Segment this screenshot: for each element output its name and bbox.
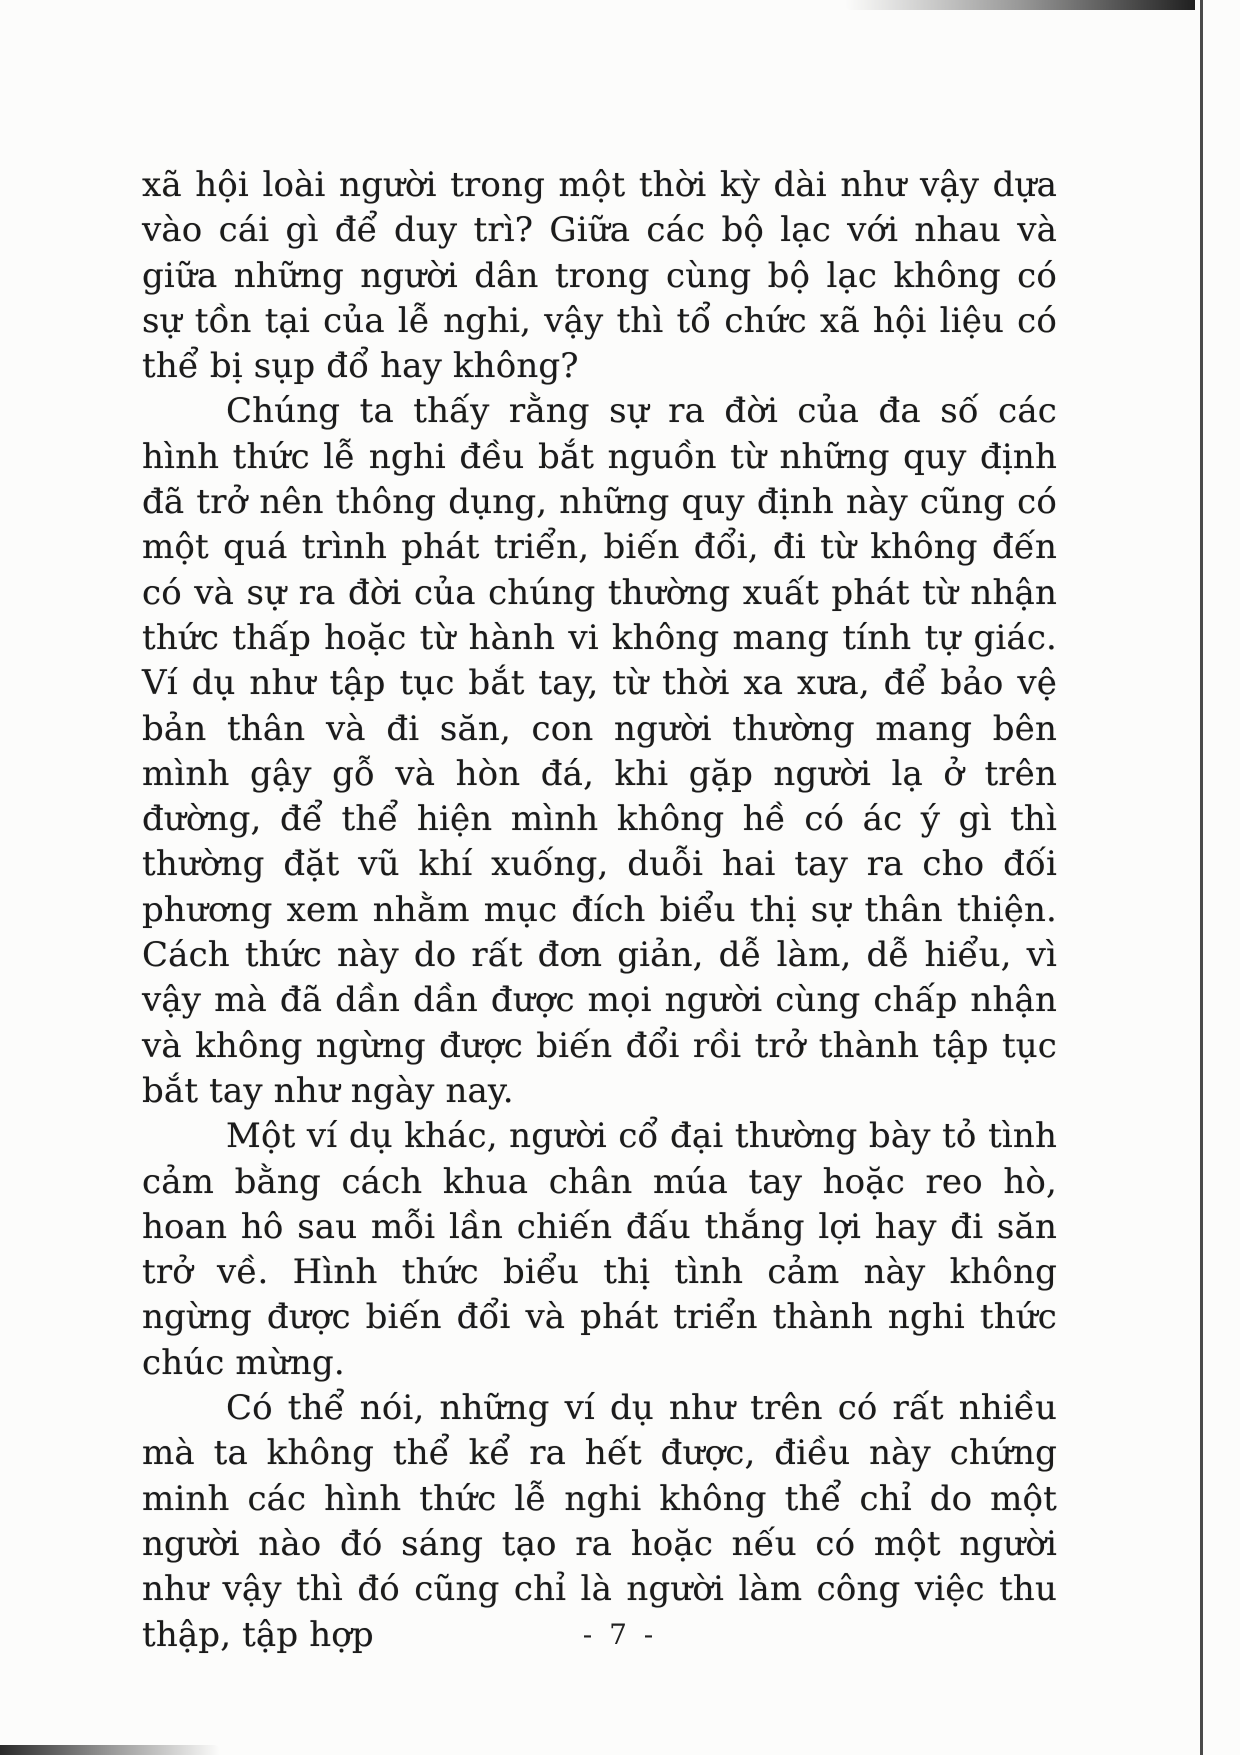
paragraph-conclusion: Có thể nói, những ví dụ như trên có rất nhiều mà ta không thể kể ra hết được, điều này chứng minh các hình thức lễ nghi không thể chỉ do một người nào đó sáng tạo ra hoặc nếu có một người như vậy thì đó cũng chỉ là người làm công việc thu thập, tập hợp bbox=[142, 1388, 1057, 1655]
paragraph-origins: Chúng ta thấy rằng sự ra đời của đa số các hình thức lễ nghi đều bắt nguồn từ những quy định đã trở nên thông dụng, những quy định này cũng có một quá trình phát triển, biến đổi, đi từ không đến có và sự ra đời của chúng thường xuất phát từ nhận thức thấp hoặc từ hành vi không mang tính tự giác. Ví dụ như tập tục bắt tay, từ thời xa xưa, để bảo vệ bản thân và đi săn, con người thường mang bên mình gậy gỗ và hòn đá, khi gặp người lạ ở trên đường, để thể hiện mình không hề có ác ý gì thì thường đặt vũ khí xuống, duỗi hai tay ra cho đối phương xem nhằm mục đích biểu thị sự thân thiện. Cách thức này do rất đơn giản, dễ làm, dễ hiểu, vì vậy mà đã dần dần được mọi người cùng chấp nhận và không ngừng được biến đổi rồi trở thành tập tục bắt tay như ngày nay. bbox=[142, 391, 1057, 1111]
scan-edge-top bbox=[845, 0, 1195, 10]
paragraph-example-celebration: Một ví dụ khác, người cổ đại thường bày tỏ tình cảm bằng cách khua chân múa tay hoặc reo hò, hoan hô sau mỗi lần chiến đấu thắng lợi hay đi săn trở về. Hình thức biểu thị tình cảm này không ngừng được biến đổi và phát triển thành nghi thức chúc mừng. bbox=[142, 1116, 1057, 1383]
page-number: - 7 - bbox=[582, 1618, 658, 1651]
paragraph-continuation: xã hội loài người trong một thời kỳ dài như vậy dựa vào cái gì để duy trì? Giữa các bộ lạc với nhau và giữa những người dân trong cùng bộ lạc không có sự tồn tại của lễ nghi, vậy thì tổ chức xã hội liệu có thể bị sụp đổ hay không? bbox=[142, 165, 1057, 387]
scan-edge-right bbox=[1200, 0, 1206, 1755]
body-text bbox=[142, 163, 1057, 1658]
scan-edge-bottom bbox=[0, 1745, 220, 1755]
